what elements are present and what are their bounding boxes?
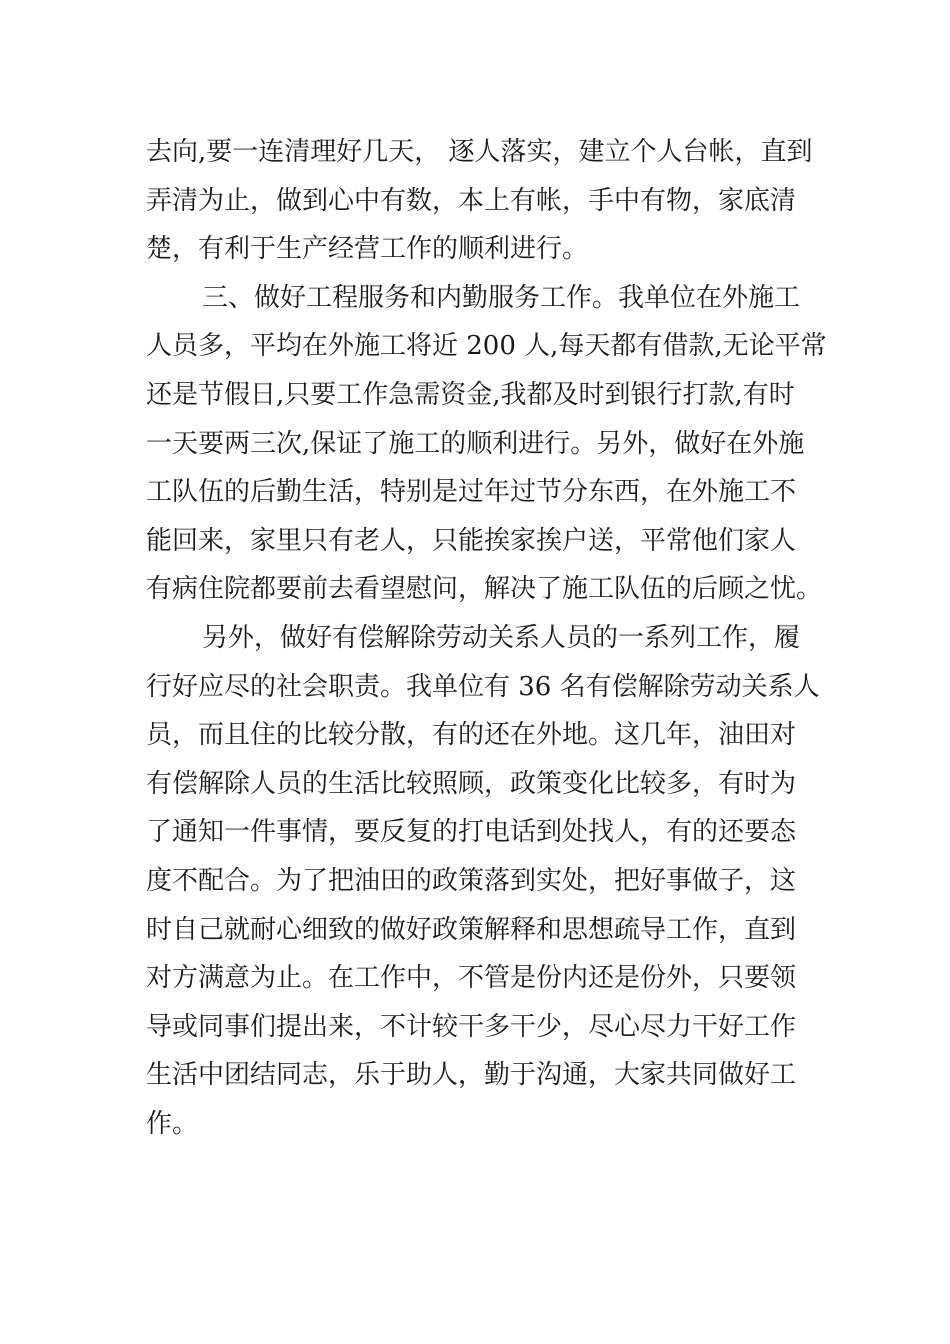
text-line: 能回来，家里只有老人，只能挨家挨户送，平常他们家人	[146, 525, 797, 556]
text-line: 有病住院都要前去看望慰问，解决了施工队伍的后顾之忧。	[146, 574, 823, 605]
text-line: 去向,要一连清理好几天， 逐人落实，建立个人台帐，直到	[146, 137, 813, 167]
text-line: 作。	[146, 1108, 199, 1139]
text-line: 一天要两三次,保证了施工的顺利进行。另外，做好在外施	[146, 428, 805, 459]
text-line: 行好应尽的社会职责。我单位有 36 名有偿解除劳动关系人	[146, 671, 820, 702]
text-line: 度不配合。为了把油田的政策落到实处，把好事做子，这	[146, 865, 797, 896]
paragraph-start-line: 另外，做好有偿解除劳动关系人员的一系列工作，履	[202, 622, 801, 653]
text-line: 人员多，平均在外施工将近 200 人,每天都有借款,无论平常	[146, 331, 827, 362]
text-line: 时自己就耐心细致的做好政策解释和思想疏导工作，直到	[146, 914, 797, 945]
text-line: 了通知一件事情，要反复的打电话到处找人，有的还要态	[146, 817, 797, 848]
text-line: 有偿解除人员的生活比较照顾，政策变化比较多，有时为	[146, 768, 797, 799]
text-line: 弄清为止，做到心中有数，本上有帐，手中有物，家底清	[146, 185, 797, 216]
text-line: 导或同事们提出来，不计较干多干少，尽心尽力干好工作	[146, 1011, 797, 1042]
body-text	[146, 128, 827, 1148]
text-line: 对方满意为止。在工作中，不管是份内还是份外，只要领	[146, 963, 797, 994]
text-line: 员，而且住的比较分散，有的还在外地。这几年，油田对	[146, 720, 797, 751]
paragraph-start-line: 三、做好工程服务和内勤服务工作。我单位在外施工	[202, 282, 801, 313]
text-line: 生活中团结同志，乐于助人，勤于沟通，大家共同做好工	[146, 1060, 797, 1091]
text-line: 还是节假日,只要工作急需资金,我都及时到银行打款,有时	[146, 379, 795, 410]
text-line: 楚，有利于生产经营工作的顺利进行。	[146, 234, 589, 265]
text-line: 工队伍的后勤生活，特别是过年过节分东西，在外施工不	[146, 477, 797, 508]
